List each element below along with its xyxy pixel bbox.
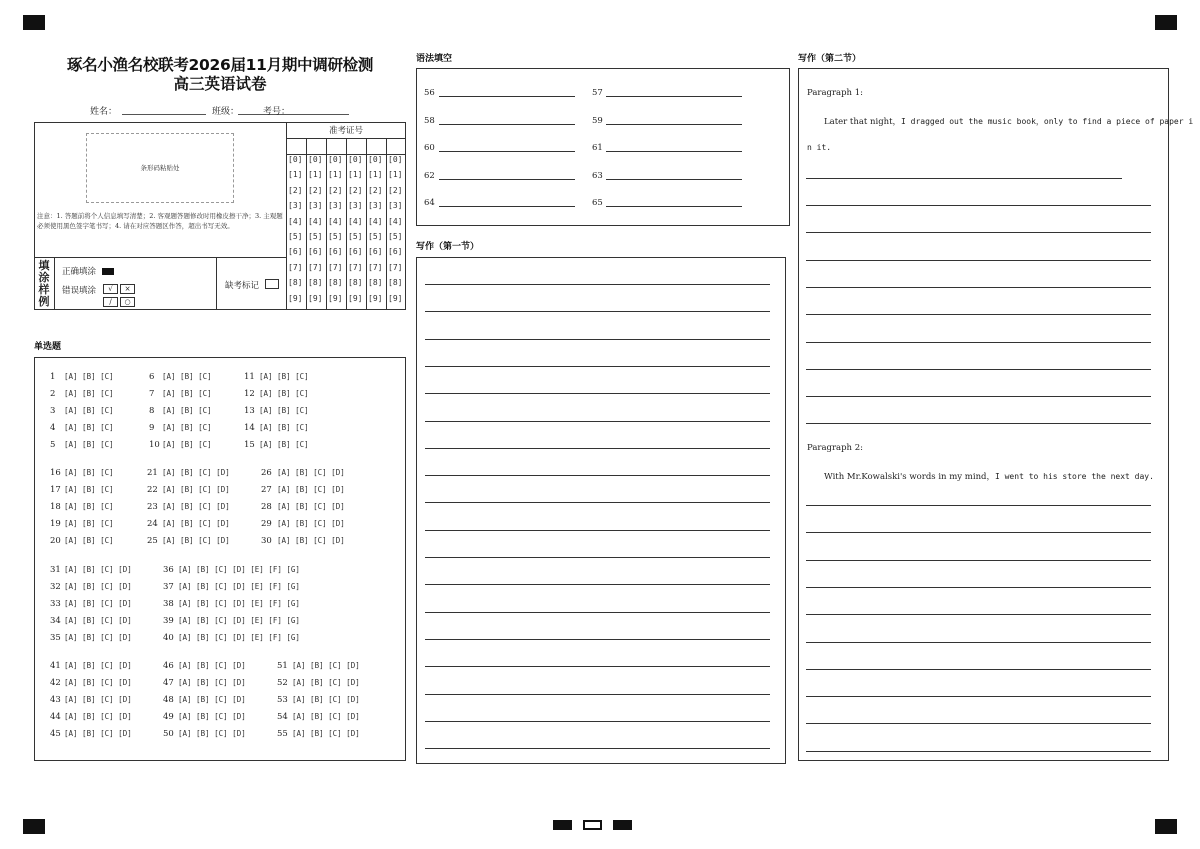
answer-options[interactable]: [A] [B] [C] [D] — [162, 468, 230, 477]
id-digit-bubble[interactable]: [8] — [288, 278, 303, 288]
id-digit-bubble[interactable]: [5] — [288, 232, 303, 241]
answer-options[interactable]: [A] [B] [C] [D] — [178, 661, 246, 670]
writing-line[interactable] — [806, 232, 1151, 233]
grammar-question-number: 56 — [424, 88, 435, 98]
registration-mark-top-right — [1155, 15, 1177, 30]
id-grid-divider — [306, 138, 307, 310]
question-number: 25 — [147, 536, 158, 546]
question-number: 40 — [163, 633, 174, 643]
id-grid-divider — [326, 138, 327, 310]
id-digit-bubble[interactable]: [9] — [288, 293, 303, 303]
answer-options[interactable]: [A] [B] [C] — [64, 519, 114, 528]
grammar-answer-line[interactable] — [606, 124, 742, 125]
question-number: 45 — [50, 729, 61, 739]
id-digit-bubble[interactable]: [3] — [288, 201, 303, 211]
question-number: 2 — [50, 389, 56, 399]
id-digit-bubble[interactable]: [1] — [308, 170, 323, 180]
id-digit-bubble[interactable]: [4] — [388, 216, 403, 226]
absent-label: 缺考标记 — [225, 281, 260, 291]
writing2-box[interactable] — [798, 68, 1169, 761]
id-grid-divider — [346, 138, 347, 310]
question-number: 32 — [50, 582, 61, 592]
id-digit-bubble[interactable]: [8] — [328, 278, 343, 288]
id-digit-bubble[interactable]: [9] — [368, 293, 383, 303]
answer-options[interactable]: [A] [B] [C] [D] [E] [F] [G] — [178, 582, 300, 591]
answer-options[interactable]: [A] [B] [C] [D] — [277, 485, 345, 494]
answer-options[interactable]: [A] [B] [C] [D] — [292, 678, 360, 687]
answer-options[interactable]: [A] [B] [C] [D] — [64, 678, 132, 687]
id-digit-bubble[interactable]: [4] — [328, 216, 343, 226]
id-digit-bubble[interactable]: [9] — [388, 293, 403, 303]
question-number: 53 — [277, 695, 288, 705]
writing2-title: 写作（第二节） — [798, 54, 862, 64]
wrong-mark-cross: × — [120, 284, 135, 294]
barcode-area[interactable] — [86, 133, 234, 203]
question-number: 4 — [50, 423, 56, 433]
answer-options[interactable]: [A] [B] [C] — [64, 502, 114, 511]
paragraph2-label: Paragraph 2: — [807, 443, 863, 453]
writing1-box[interactable] — [416, 257, 786, 764]
answer-options[interactable]: [A] [B] [C] — [162, 423, 212, 432]
grammar-question-number: 64 — [424, 198, 435, 208]
id-digit-bubble[interactable]: [2] — [348, 185, 363, 195]
id-digit-bubble[interactable]: [6] — [328, 247, 343, 257]
divider — [54, 257, 55, 310]
writing-line[interactable] — [425, 393, 770, 394]
question-number: 22 — [147, 485, 158, 495]
question-number: 37 — [163, 582, 174, 592]
writing-line[interactable] — [806, 614, 1151, 615]
question-number: 19 — [50, 519, 61, 529]
grammar-box — [416, 68, 790, 226]
writing-line[interactable] — [425, 721, 770, 722]
question-number: 36 — [163, 565, 174, 575]
paragraph2-start-b: I went to his store the next day. — [994, 472, 1154, 481]
id-grid-divider — [386, 138, 387, 310]
answer-options[interactable]: [A] [B] [C] [D] — [178, 695, 246, 704]
answer-options[interactable]: [A] [B] [C] — [64, 372, 114, 381]
id-digit-bubble[interactable]: [4] — [288, 216, 303, 226]
question-number: 29 — [261, 519, 272, 529]
page-mark-1 — [553, 820, 572, 830]
question-number: 35 — [50, 633, 61, 643]
answer-options[interactable]: [A] [B] [C] [D] — [277, 502, 345, 511]
paragraph1-start-a: Later that night， — [824, 117, 902, 127]
answer-options[interactable]: [A] [B] [C] [D] — [277, 468, 345, 477]
id-digit-bubble[interactable]: [6] — [308, 247, 323, 257]
answer-options[interactable]: [A] [B] [C] — [259, 406, 309, 415]
exam-subtitle: 高三英语试卷 — [173, 75, 267, 93]
answer-options[interactable]: [A] [B] [C] — [259, 440, 309, 449]
answer-options[interactable]: [A] [B] [C] [D] — [64, 695, 132, 704]
id-digit-bubble[interactable]: [7] — [328, 262, 343, 272]
id-digit-bubble[interactable]: [4] — [368, 216, 383, 226]
answer-options[interactable]: [A] [B] [C] — [259, 389, 309, 398]
wrong-mark-circle: ○ — [120, 297, 135, 307]
writing-line[interactable] — [806, 342, 1151, 343]
question-number: 28 — [261, 502, 272, 512]
id-digit-bubble[interactable]: [1] — [368, 170, 383, 180]
question-number: 7 — [149, 389, 155, 399]
question-number: 10 — [149, 440, 160, 450]
writing-line[interactable] — [806, 287, 1151, 288]
writing-line[interactable] — [425, 639, 770, 640]
class-label: 班级： — [212, 107, 240, 117]
id-digit-bubble[interactable]: [0] — [388, 155, 403, 164]
id-digit-bubble[interactable]: [4] — [308, 216, 323, 226]
writing-line[interactable] — [806, 642, 1151, 643]
barcode-label: 条形码粘贴处 — [140, 164, 180, 172]
answer-options[interactable]: [A] [B] [C] [D] — [277, 519, 345, 528]
question-number: 47 — [163, 678, 174, 688]
answer-options[interactable]: [A] [B] [C] — [162, 440, 212, 449]
page-mark-2 — [583, 820, 602, 830]
question-number: 24 — [147, 519, 158, 529]
question-number: 55 — [277, 729, 288, 739]
question-number: 16 — [50, 468, 61, 478]
writing-line[interactable] — [806, 505, 1151, 506]
writing-line[interactable] — [806, 723, 1151, 724]
grammar-question-number: 58 — [424, 115, 435, 126]
answer-options[interactable]: [A] [B] [C] — [162, 406, 212, 415]
writing-line[interactable] — [425, 557, 770, 558]
question-number: 13 — [244, 406, 255, 416]
grammar-answer-line[interactable] — [439, 179, 575, 180]
writing-line[interactable] — [806, 205, 1151, 206]
writing-line[interactable] — [425, 475, 770, 476]
answer-options[interactable]: [A] [B] [C] [D] — [292, 712, 360, 721]
exam-no-field[interactable] — [289, 114, 349, 115]
answer-options[interactable]: [A] [B] [C] [D] — [64, 616, 132, 625]
question-number: 42 — [50, 678, 61, 688]
id-digit-bubble[interactable]: [3] — [348, 201, 363, 211]
id-digit-bubble[interactable]: [3] — [368, 201, 383, 211]
id-digit-bubble[interactable]: [1] — [348, 170, 363, 180]
id-digit-bubble[interactable]: [0] — [288, 155, 303, 164]
id-digit-bubble[interactable]: [8] — [368, 278, 383, 288]
id-digit-bubble[interactable]: [2] — [288, 185, 303, 195]
id-grid-divider — [366, 138, 367, 310]
paragraph1-start — [824, 115, 1193, 127]
name-field[interactable] — [122, 114, 206, 115]
correct-fill-mark — [102, 268, 114, 275]
id-digit-bubble[interactable]: [2] — [328, 185, 343, 195]
writing-line[interactable] — [425, 666, 770, 667]
writing-line[interactable] — [806, 396, 1151, 397]
page-mark-3 — [613, 820, 632, 830]
question-number: 14 — [244, 423, 255, 433]
writing-line[interactable] — [425, 502, 770, 503]
answer-options[interactable]: [A] [B] [C] [D] — [64, 599, 132, 608]
id-digit-bubble[interactable]: [6] — [388, 247, 403, 257]
paragraph1-start-b: I dragged out the music book，only to find a piece of paper i — [901, 117, 1194, 126]
writing-line[interactable] — [806, 178, 1122, 179]
id-digit-bubble[interactable]: [7] — [368, 262, 383, 272]
answer-options[interactable]: [A] [B] [C] [D] — [178, 712, 246, 721]
question-number: 34 — [50, 616, 61, 626]
question-number: 31 — [50, 565, 61, 575]
answer-options[interactable]: [A] [B] [C] — [64, 423, 114, 432]
writing-line[interactable] — [425, 284, 770, 285]
grammar-answer-line[interactable] — [606, 206, 742, 207]
writing-line[interactable] — [425, 366, 770, 367]
grammar-answer-line[interactable] — [439, 151, 575, 152]
id-digit-bubble[interactable]: [9] — [348, 293, 363, 303]
id-digit-bubble[interactable]: [5] — [308, 232, 323, 241]
grammar-answer-line[interactable] — [606, 151, 742, 152]
id-digit-bubble[interactable]: [3] — [308, 201, 323, 211]
single-choice-title: 单选题 — [34, 342, 62, 352]
id-digit-bubble[interactable]: [0] — [308, 155, 323, 164]
registration-mark-bottom-right — [1155, 819, 1177, 834]
answer-options[interactable]: [A] [B] [C] [D] [E] [F] [G] — [178, 616, 300, 625]
writing-line[interactable] — [425, 748, 770, 749]
grammar-question-number: 65 — [592, 198, 603, 208]
wrong-fill-label: 错误填涂 — [62, 286, 97, 296]
question-number: 48 — [163, 695, 174, 705]
paragraph2-start-a: With Mr.Kowalski's words in my mind， — [824, 472, 995, 482]
answer-options[interactable]: [A] [B] [C] [D] — [162, 519, 230, 528]
divider — [286, 122, 287, 310]
answer-options[interactable]: [A] [B] [C] — [64, 485, 114, 494]
writing-line[interactable] — [806, 532, 1151, 533]
writing-line[interactable] — [806, 560, 1151, 561]
wrong-mark-check: √ — [103, 284, 118, 294]
question-number: 54 — [277, 712, 288, 722]
question-number: 17 — [50, 485, 61, 495]
id-digit-bubble[interactable]: [1] — [388, 170, 403, 180]
answer-options[interactable]: [A] [B] [C] [D] — [64, 712, 132, 721]
exam-title: 琢名小渔名校联考2026届11月期中调研检测 — [66, 56, 374, 74]
question-number: 38 — [163, 599, 174, 609]
writing-line[interactable] — [806, 669, 1151, 670]
question-number: 15 — [244, 440, 255, 450]
grammar-question-number: 62 — [424, 170, 435, 181]
question-number: 1 — [50, 372, 56, 382]
id-digit-bubble[interactable]: [2] — [368, 185, 383, 195]
writing-line[interactable] — [425, 612, 770, 613]
id-digit-bubble[interactable]: [2] — [388, 185, 403, 195]
id-digit-bubble[interactable]: [6] — [368, 247, 383, 257]
registration-mark-bottom-left — [23, 819, 45, 834]
id-digit-bubble[interactable]: [1] — [288, 170, 303, 180]
question-number: 33 — [50, 599, 61, 609]
grammar-answer-line[interactable] — [439, 206, 575, 207]
question-number: 11 — [244, 372, 255, 382]
question-number: 51 — [277, 661, 288, 671]
question-number: 49 — [163, 712, 174, 722]
writing-line[interactable] — [806, 696, 1151, 697]
question-number: 43 — [50, 695, 61, 705]
id-digit-bubble[interactable]: [7] — [288, 262, 303, 272]
paragraph1-label: Paragraph 1: — [807, 88, 863, 98]
divider — [34, 257, 286, 258]
id-digit-bubble[interactable]: [5] — [388, 232, 403, 241]
exam-no-label: 考号： — [263, 107, 291, 117]
question-number: 39 — [163, 616, 174, 626]
question-number: 18 — [50, 502, 61, 512]
paragraph1-start-continued: n it. — [807, 143, 832, 152]
grammar-question-number: 63 — [592, 170, 603, 181]
id-digit-bubble[interactable]: [2] — [308, 185, 323, 195]
answer-options[interactable]: [A] [B] [C] — [259, 423, 309, 432]
answer-options[interactable]: [A] [B] [C] [D] — [64, 565, 132, 574]
id-digit-bubble[interactable]: [7] — [308, 262, 323, 272]
question-number: 8 — [149, 406, 155, 416]
question-number: 23 — [147, 502, 158, 512]
answer-options[interactable]: [A] [B] [C] [D] — [162, 485, 230, 494]
answer-options[interactable]: [A] [B] [C] — [64, 406, 114, 415]
writing-line[interactable] — [806, 260, 1151, 261]
answer-options[interactable]: [A] [B] [C] [D] — [277, 536, 345, 545]
answer-options[interactable]: [A] [B] [C] [D] — [178, 729, 246, 738]
id-digit-bubble[interactable]: [4] — [348, 216, 363, 226]
question-number: 3 — [50, 406, 56, 416]
grammar-question-number: 60 — [424, 143, 435, 153]
writing1-title: 写作（第一节） — [416, 242, 480, 252]
id-digit-bubble[interactable]: [6] — [288, 247, 303, 257]
answer-options[interactable]: [A] [B] [C] [D] — [292, 695, 360, 704]
id-digit-bubble[interactable]: [0] — [328, 155, 343, 164]
writing-line[interactable] — [806, 423, 1151, 424]
id-digit-bubble[interactable]: [6] — [348, 247, 363, 257]
writing-line[interactable] — [425, 421, 770, 422]
grammar-title: 语法填空 — [416, 54, 453, 64]
question-number: 27 — [261, 485, 272, 495]
id-digit-bubble[interactable]: [7] — [388, 262, 403, 272]
answer-options[interactable]: [A] [B] [C] — [162, 389, 212, 398]
id-digit-bubble[interactable]: [9] — [308, 293, 323, 303]
answer-options[interactable]: [A] [B] [C] [D] — [64, 582, 132, 591]
writing-line[interactable] — [425, 311, 770, 312]
answer-options[interactable]: [A] [B] [C] [D] [E] [F] [G] — [178, 633, 300, 642]
question-number: 6 — [149, 372, 155, 382]
id-digit-bubble[interactable]: [7] — [348, 262, 363, 272]
writing-line[interactable] — [806, 587, 1151, 588]
answer-options[interactable]: [A] [B] [C] [D] — [178, 678, 246, 687]
correct-fill-label: 正确填涂 — [62, 267, 97, 277]
answer-options[interactable]: [A] [B] [C] [D] — [292, 729, 360, 738]
question-number: 20 — [50, 536, 61, 546]
grammar-answer-line[interactable] — [439, 124, 575, 125]
question-number: 41 — [50, 661, 61, 671]
answer-options[interactable]: [A] [B] [C] [D] — [162, 502, 230, 511]
answer-options[interactable]: [A] [B] [C] — [162, 372, 212, 381]
id-digit-bubble[interactable]: [8] — [388, 278, 403, 288]
question-number: 5 — [50, 440, 56, 450]
name-label: 姓名： — [90, 107, 118, 117]
question-number: 44 — [50, 712, 61, 722]
fill-example-label: 填涂样例 — [38, 259, 50, 308]
grammar-answer-line[interactable] — [439, 96, 575, 97]
id-digit-bubble[interactable]: [3] — [388, 201, 403, 211]
writing-line[interactable] — [425, 530, 770, 531]
answer-options[interactable]: [A] [B] [C] [D] [E] [F] [G] — [178, 565, 300, 574]
paragraph2-start — [824, 470, 1154, 482]
writing-line[interactable] — [425, 694, 770, 695]
id-digit-bubble[interactable]: [9] — [328, 293, 343, 303]
divider — [216, 257, 217, 310]
id-digit-bubble[interactable]: [0] — [348, 155, 363, 164]
id-digit-bubble[interactable]: [5] — [328, 232, 343, 241]
absent-checkbox[interactable] — [265, 279, 279, 289]
answer-options[interactable]: [A] [B] [C] [D] — [64, 661, 132, 670]
writing-line[interactable] — [806, 314, 1151, 315]
writing-line[interactable] — [806, 751, 1151, 752]
answer-options[interactable]: [A] [B] [C] — [64, 468, 114, 477]
grammar-question-number: 57 — [592, 88, 603, 98]
answer-options[interactable]: [A] [B] [C] — [259, 372, 309, 381]
question-number: 30 — [261, 536, 272, 546]
id-digit-bubble[interactable]: [3] — [328, 201, 343, 211]
question-number: 26 — [261, 468, 272, 478]
question-number: 52 — [277, 678, 288, 688]
id-digit-bubble[interactable]: [0] — [368, 155, 383, 164]
grammar-question-number: 59 — [592, 115, 603, 126]
question-number: 46 — [163, 661, 174, 671]
writing-line[interactable] — [425, 339, 770, 340]
question-number: 50 — [163, 729, 174, 739]
question-number: 12 — [244, 389, 255, 399]
answer-options[interactable]: [A] [B] [C] — [64, 389, 114, 398]
grammar-answer-line[interactable] — [606, 96, 742, 97]
answer-options[interactable]: [A] [B] [C] [D] — [64, 729, 132, 738]
answer-options[interactable]: [A] [B] [C] — [64, 536, 114, 545]
answer-options[interactable]: [A] [B] [C] [D] — [64, 633, 132, 642]
writing-line[interactable] — [425, 584, 770, 585]
answer-options[interactable]: [A] [B] [C] [D] — [162, 536, 230, 545]
exam-id-title: 准考证号 — [328, 126, 363, 136]
registration-mark-top-left — [23, 15, 45, 30]
grammar-answer-line[interactable] — [606, 179, 742, 180]
id-digit-bubble[interactable]: [8] — [308, 278, 323, 288]
answer-options[interactable]: [A] [B] [C] [D] [E] [F] [G] — [178, 599, 300, 608]
question-number: 21 — [147, 468, 158, 478]
grammar-question-number: 61 — [592, 143, 603, 153]
answer-options[interactable]: [A] [B] [C] [D] — [292, 661, 360, 670]
id-digit-bubble[interactable]: [1] — [328, 170, 343, 180]
id-digit-bubble[interactable]: [5] — [368, 232, 383, 241]
answer-options[interactable]: [A] [B] [C] — [64, 440, 114, 449]
question-number: 9 — [149, 423, 155, 433]
writing-line[interactable] — [425, 448, 770, 449]
writing-line[interactable] — [806, 369, 1151, 370]
id-digit-bubble[interactable]: [8] — [348, 278, 363, 288]
wrong-mark-slash: / — [103, 297, 118, 307]
notice-text: 注意：1. 答题前将个人信息填写清楚；2. 客观题答题修改时用橡皮擦干净；3. 主观题必须使用黑色签字笔书写；4. 请在对应答题区作答，超出书写无效。 — [37, 212, 283, 230]
id-digit-bubble[interactable]: [5] — [348, 232, 363, 241]
